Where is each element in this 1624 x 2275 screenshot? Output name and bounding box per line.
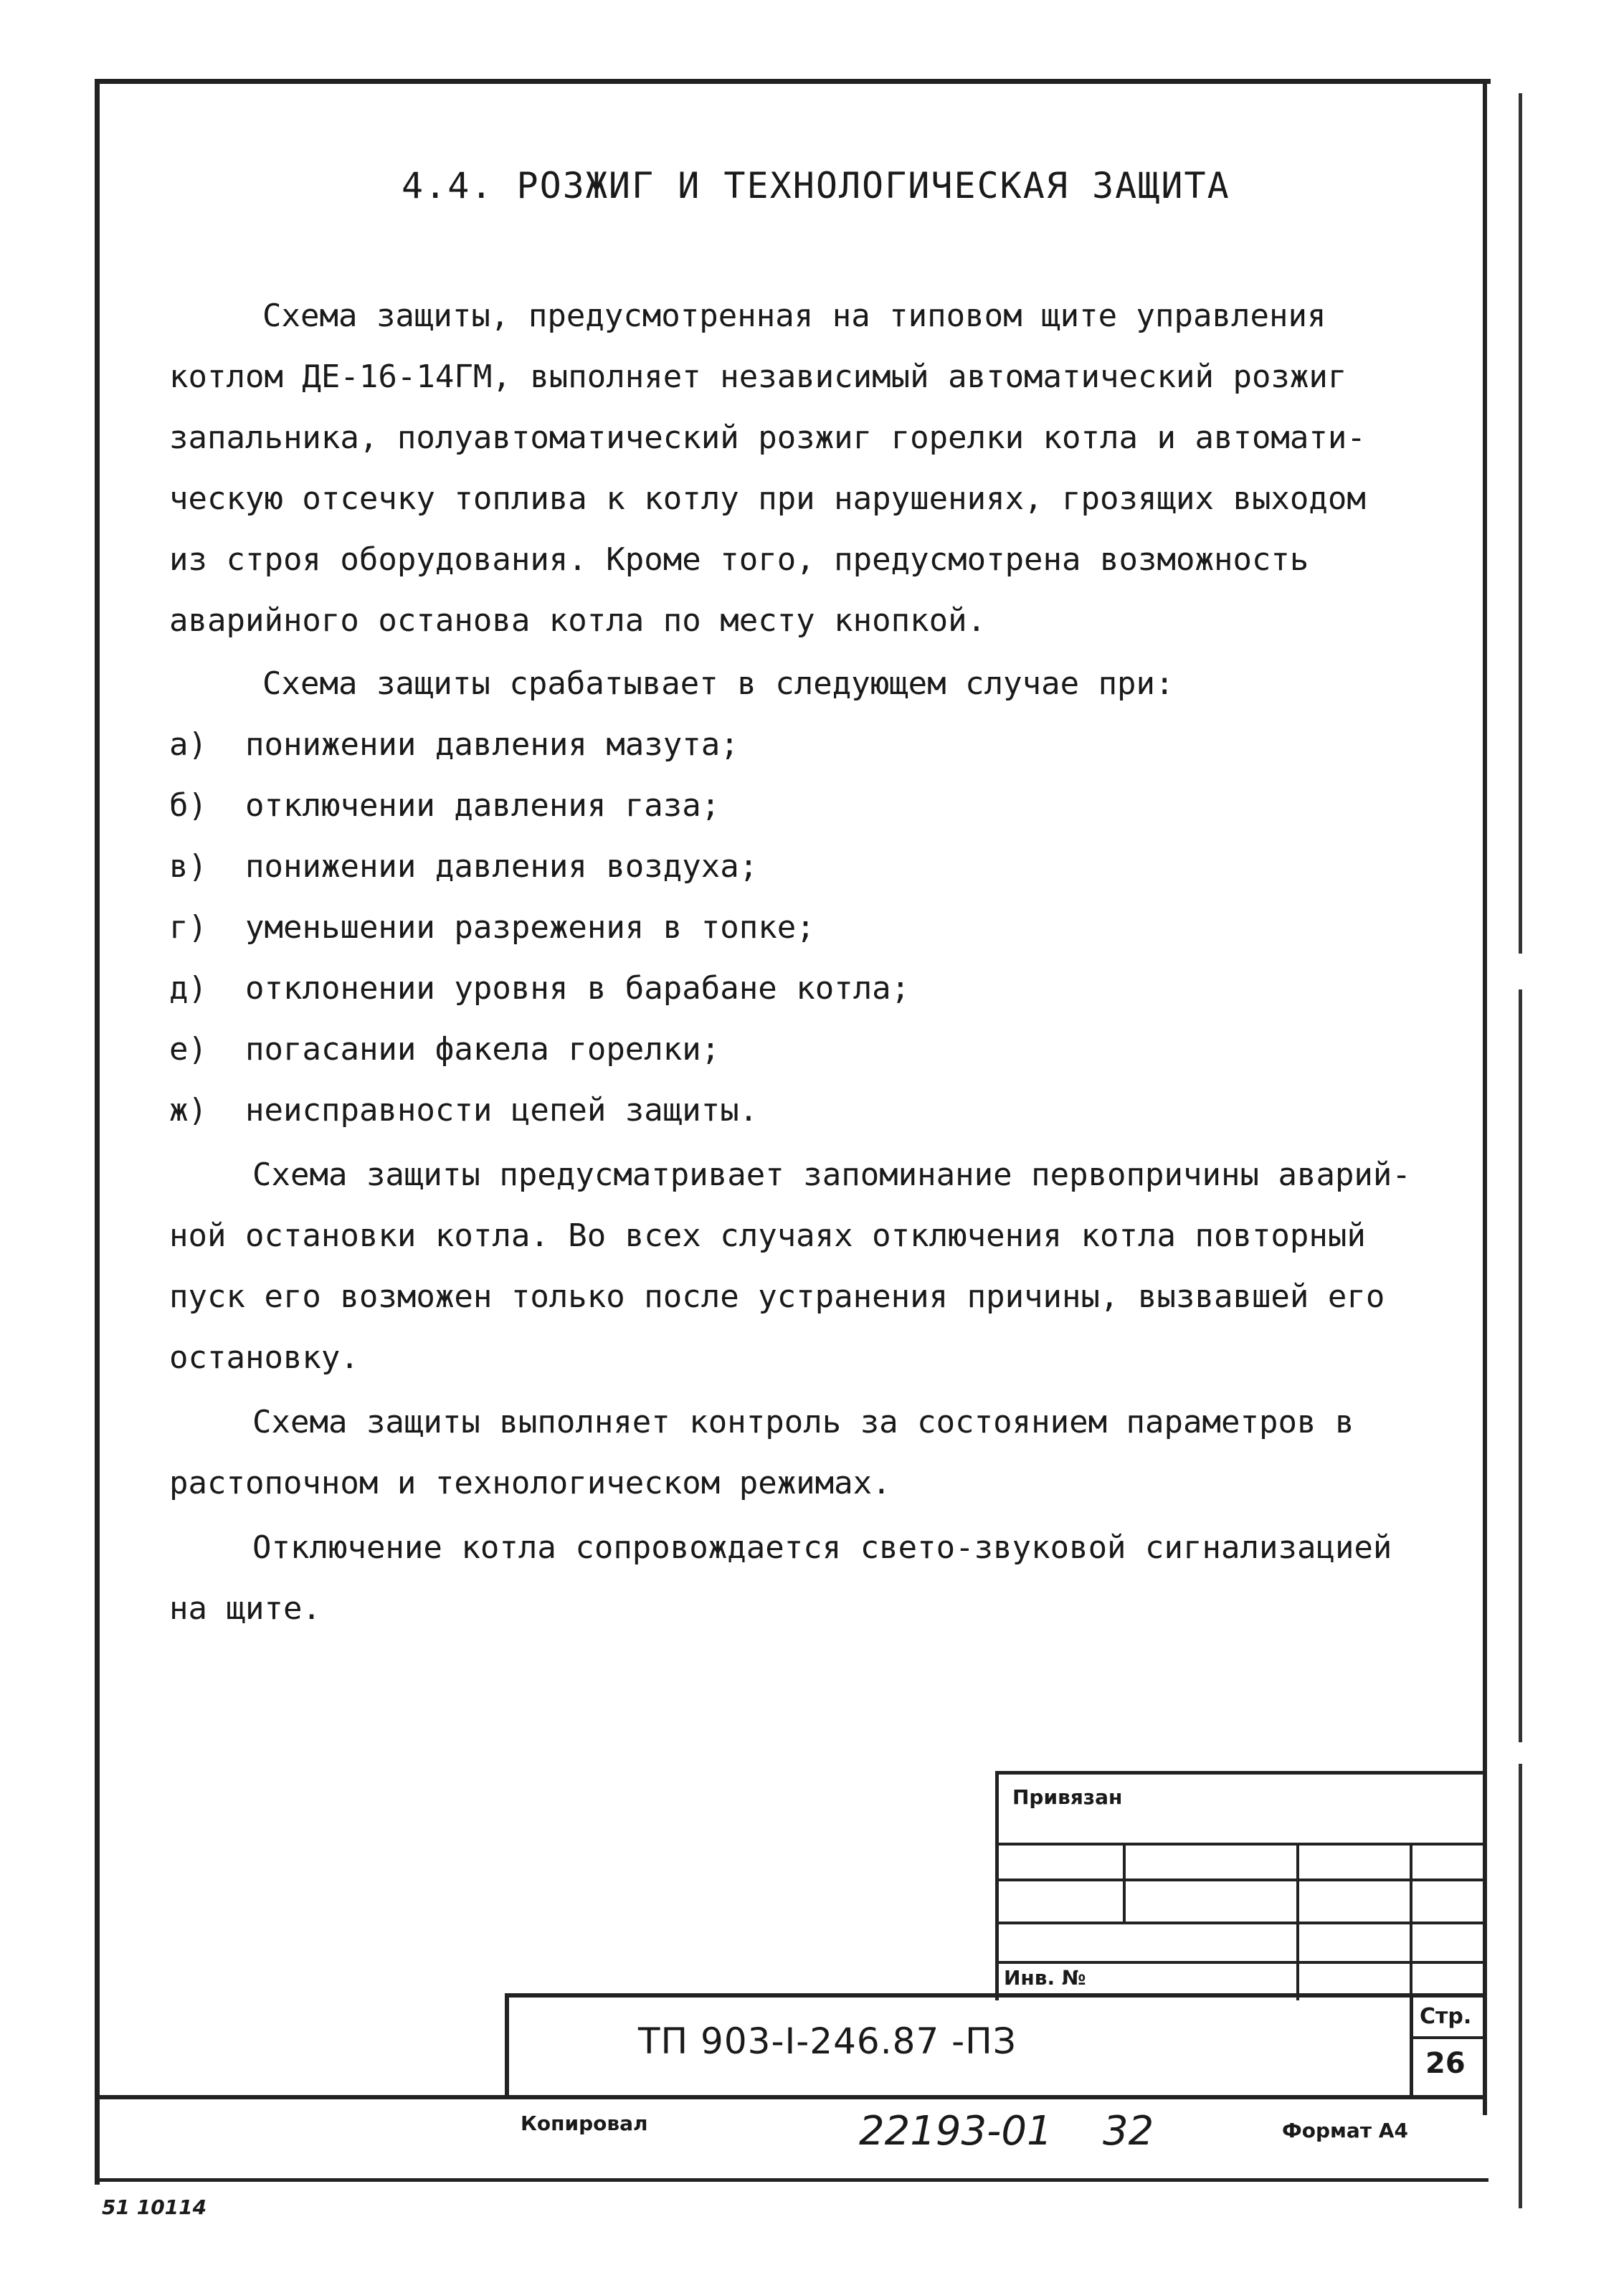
stamp-border <box>1123 1844 1126 1923</box>
paragraph-line: котлом ДЕ-16-14ГМ, выполняет независимый автоматический розжиг <box>169 358 1347 395</box>
list-text: понижении давления воздуха; <box>245 848 759 885</box>
handwritten-page: 32 <box>1103 2108 1154 2155</box>
list-item <box>169 1031 720 1068</box>
stamp-border <box>99 2095 1486 2099</box>
stamp-border <box>505 1993 1484 1998</box>
paragraph-line: запальника, полуавтоматический розжиг горелки котла и автомати- <box>169 419 1366 456</box>
list-label: г) <box>169 909 207 946</box>
paragraph-line: растопочном и технологическом режимах. <box>169 1465 891 1501</box>
list-item <box>169 726 739 763</box>
list-text: отклонении уровня в барабане котла; <box>245 970 911 1007</box>
edge-scan-mark <box>1519 989 1522 1742</box>
list-item <box>169 848 758 885</box>
list-label: е) <box>169 1031 207 1068</box>
form-code: 51 10114 <box>102 2195 207 2219</box>
document-code: ТП 903-I-246.87 -ПЗ <box>638 2020 1017 2062</box>
page-number: 26 <box>1425 2047 1466 2080</box>
paragraph-line: из строя оборудования. Кроме того, предусмотрена возможность <box>169 541 1309 578</box>
stamp-border <box>1410 2036 1484 2039</box>
section-title: 4.4. РОЗЖИГ И ТЕХНОЛОГИЧЕСКАЯ ЗАЩИТА <box>402 165 1230 206</box>
paragraph-line: Схема защиты, предусмотренная на типовом щите управления <box>262 298 1326 334</box>
list-item <box>169 1092 758 1129</box>
paragraph-line: Схема защиты предусматривает запоминание первопричины аварий- <box>252 1157 1411 1193</box>
paragraph-line: ной остановки котла. Во всех случаях отключения котла повторный <box>169 1217 1366 1254</box>
list-item <box>169 970 910 1007</box>
paragraph-line: Отключение котла сопровождается свето-звуковой сигнализацией <box>252 1529 1392 1566</box>
paragraph-line: аварийного останова котла по месту кнопкой. <box>169 602 987 639</box>
list-text: погасании факела горелки; <box>245 1031 721 1068</box>
stamp-border <box>1410 1844 1412 2000</box>
list-label: б) <box>169 787 207 824</box>
list-label: в) <box>169 848 207 885</box>
list-label: ж) <box>169 1092 207 1129</box>
page-label: Стр. <box>1420 2004 1472 2029</box>
list-text: неисправности цепей защиты. <box>245 1092 759 1129</box>
format-label: Формат А4 <box>1282 2119 1408 2142</box>
inventory-label: Инв. № <box>1004 1966 1086 1990</box>
paragraph-line: ческую отсечку топлива к котлу при нарушениях, грозящих выходом <box>169 480 1366 517</box>
list-item <box>169 787 720 824</box>
list-label: а) <box>169 726 207 763</box>
bound-label: Привязан <box>1012 1785 1123 1809</box>
stamp-border <box>505 1993 509 2097</box>
copied-label: Копировал <box>521 2112 648 2135</box>
paragraph-line: на щите. <box>169 1590 321 1627</box>
list-text: понижении давления мазута; <box>245 726 739 763</box>
list-item <box>169 909 815 946</box>
list-text: отключении давления газа; <box>245 787 721 824</box>
stamp-border <box>1410 1993 1413 2097</box>
paragraph-line: пуск его возможен только после устранения причины, вызвавшей его <box>169 1278 1385 1315</box>
paragraph-line: Схема защиты выполняет контроль за состоянием параметров в <box>252 1404 1354 1440</box>
frame-right-border <box>1483 79 1487 2115</box>
frame-bottom-border <box>95 2178 1488 2182</box>
edge-scan-mark <box>1519 93 1522 954</box>
edge-scan-mark <box>1519 1764 1522 2208</box>
list-label: д) <box>169 970 207 1007</box>
paragraph-line: Схема защиты срабатывает в следующем случае при: <box>262 665 1174 702</box>
stamp-border <box>995 1771 1484 1775</box>
list-text: уменьшении разрежения в топке; <box>245 909 815 946</box>
stamp-border <box>1296 1844 1299 2000</box>
handwritten-number: 22193-01 <box>859 2108 1053 2155</box>
stamp-border <box>995 1771 999 2000</box>
paragraph-line: остановку. <box>169 1339 359 1376</box>
